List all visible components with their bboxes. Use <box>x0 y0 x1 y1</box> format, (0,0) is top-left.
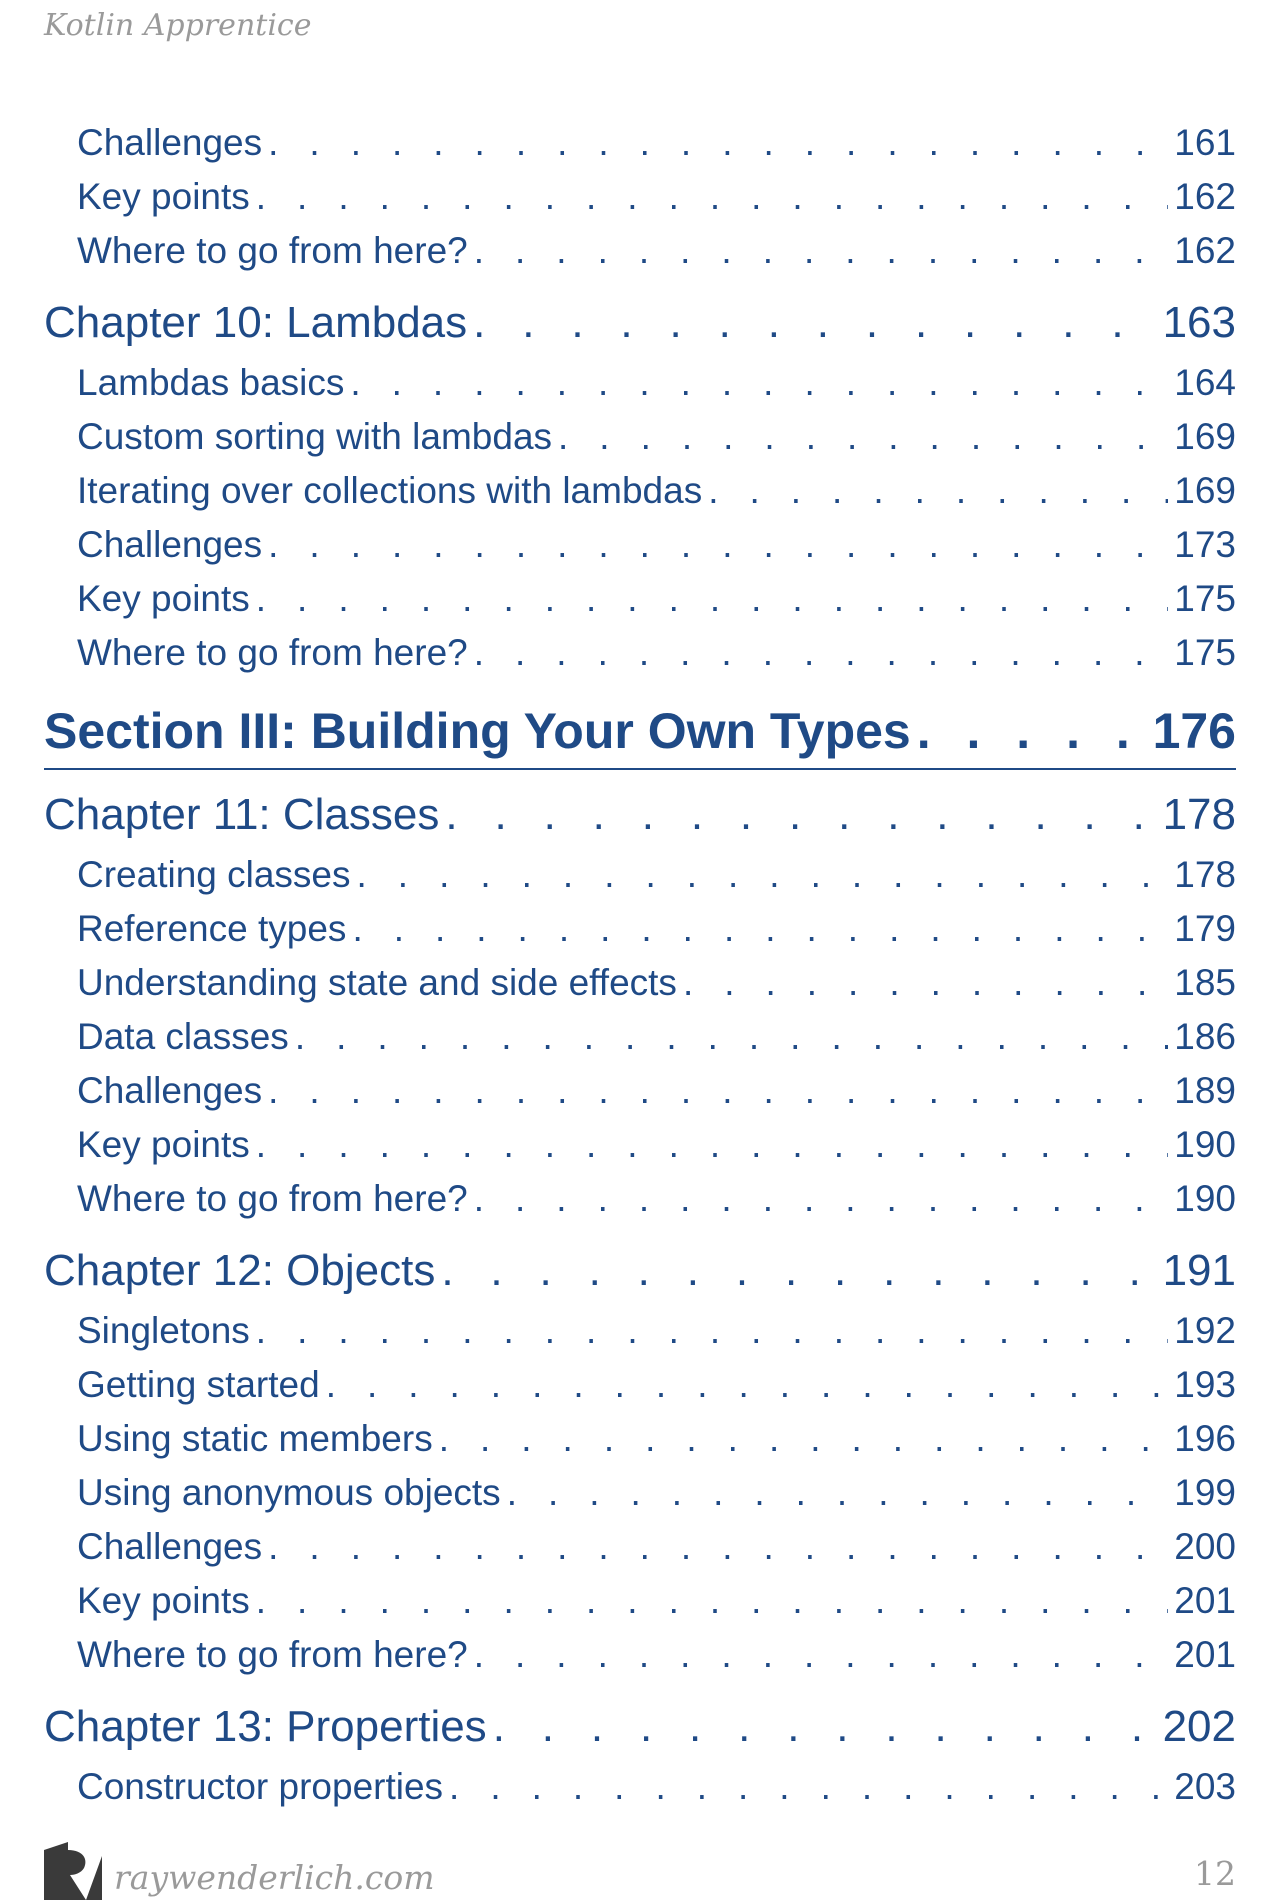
toc-entry-page: 203 <box>1174 1766 1236 1807</box>
toc-entry-sub[interactable] <box>44 518 1236 572</box>
toc-entry-section[interactable] <box>44 694 1236 770</box>
toc-entry-page: 175 <box>1174 578 1236 619</box>
dot-leader <box>268 1520 1168 1574</box>
toc-entry-page: 201 <box>1174 1634 1236 1675</box>
toc-entry-sub[interactable] <box>44 356 1236 410</box>
toc-entry-page: 200 <box>1174 1526 1236 1567</box>
toc-entry-sub[interactable] <box>44 848 1236 902</box>
toc-entry-page: 185 <box>1174 962 1236 1003</box>
toc-entry-page: 163 <box>1162 298 1236 347</box>
toc-entry-page: 199 <box>1174 1472 1236 1513</box>
toc-entry-title: Chapter 12: Objects <box>44 1246 436 1295</box>
dot-leader <box>357 848 1169 902</box>
toc-entry-title: Challenges <box>77 524 263 565</box>
toc-entry-page: 191 <box>1162 1246 1236 1295</box>
toc-entry-title: Key points <box>77 176 250 217</box>
toc-entry-sub[interactable] <box>44 464 1236 518</box>
dot-leader <box>449 1760 1168 1814</box>
toc-entry-title: Understanding state and side effects <box>77 962 677 1003</box>
toc-entry-title: Where to go from here? <box>77 1634 468 1675</box>
dot-leader <box>474 224 1169 278</box>
toc-entry-sub[interactable] <box>44 1412 1236 1466</box>
toc-entry-title: Data classes <box>77 1016 289 1057</box>
toc-entry-sub[interactable] <box>44 626 1236 680</box>
toc-entry-chapter[interactable] <box>44 290 1236 356</box>
toc-entry-page: 173 <box>1174 524 1236 565</box>
toc-entry-sub[interactable] <box>44 410 1236 464</box>
toc-entry-sub[interactable] <box>44 170 1236 224</box>
footer-page-number: 12 <box>1194 1854 1236 1893</box>
toc-entry-title: Key points <box>77 1124 250 1165</box>
dot-leader <box>326 1358 1169 1412</box>
dot-leader <box>474 626 1169 680</box>
toc-entry-page: 162 <box>1174 230 1236 271</box>
toc-entry-sub[interactable] <box>44 1304 1236 1358</box>
toc-entry-title: Using anonymous objects <box>77 1472 501 1513</box>
toc-entry-page: 176 <box>1152 703 1236 759</box>
toc-entry-page: 201 <box>1174 1580 1236 1621</box>
toc-entry-page: 189 <box>1174 1070 1236 1111</box>
toc-entry-title: Creating classes <box>77 854 351 895</box>
toc-entry-title: Lambdas basics <box>77 362 345 403</box>
dot-leader <box>256 1304 1168 1358</box>
toc-entry-title: Section III: Building Your Own Types <box>44 703 911 759</box>
toc-entry-page: 178 <box>1162 790 1236 839</box>
toc-entry-sub[interactable] <box>44 1172 1236 1226</box>
toc-entry-page: 164 <box>1174 362 1236 403</box>
dot-leader <box>708 464 1168 518</box>
toc-entry-title: Key points <box>77 1580 250 1621</box>
dot-leader <box>441 1238 1156 1304</box>
toc-entry-title: Challenges <box>77 122 263 163</box>
toc-entry-sub[interactable] <box>44 1010 1236 1064</box>
toc-entry-page: 175 <box>1174 632 1236 673</box>
dot-leader <box>268 518 1168 572</box>
dot-leader <box>507 1466 1169 1520</box>
toc-entry-title: Key points <box>77 578 250 619</box>
toc-entry-sub[interactable] <box>44 1466 1236 1520</box>
toc-entry-page: 193 <box>1174 1364 1236 1405</box>
toc-entry-title: Reference types <box>77 908 347 949</box>
toc-entry-page: 190 <box>1174 1178 1236 1219</box>
toc-entry-chapter[interactable] <box>44 1694 1236 1760</box>
dot-leader <box>683 956 1168 1010</box>
toc-entry-title: Where to go from here? <box>77 632 468 673</box>
dot-leader <box>439 1412 1169 1466</box>
toc-entry-page: 169 <box>1174 416 1236 457</box>
toc-entry-title: Where to go from here? <box>77 230 468 271</box>
dot-leader <box>473 290 1156 356</box>
toc-entry-page: 178 <box>1174 854 1236 895</box>
dot-leader <box>558 410 1168 464</box>
toc-entry-title: Chapter 10: Lambdas <box>44 298 468 347</box>
toc-entry-sub[interactable] <box>44 116 1236 170</box>
toc-entry-title: Iterating over collections with lambdas <box>77 470 703 511</box>
toc-entry-page: 192 <box>1174 1310 1236 1351</box>
toc-entry-title: Singletons <box>77 1310 250 1351</box>
toc-entry-page: 190 <box>1174 1124 1236 1165</box>
toc-entry-title: Challenges <box>77 1070 263 1111</box>
dot-leader <box>917 694 1147 768</box>
toc-entry-sub[interactable] <box>44 1358 1236 1412</box>
footer-site: raywenderlich.com <box>114 1858 435 1897</box>
dot-leader <box>445 782 1156 848</box>
toc-entry-page: 162 <box>1174 176 1236 217</box>
dot-leader <box>295 1010 1168 1064</box>
toc-entry-title: Challenges <box>77 1526 263 1567</box>
dot-leader <box>493 1694 1157 1760</box>
dot-leader <box>256 170 1168 224</box>
dot-leader <box>350 356 1168 410</box>
toc-entry-title: Where to go from here? <box>77 1178 468 1219</box>
dot-leader <box>256 572 1168 626</box>
toc-entry-title: Chapter 11: Classes <box>44 790 440 839</box>
dot-leader <box>352 902 1168 956</box>
dot-leader <box>256 1118 1168 1172</box>
toc-entry-chapter[interactable] <box>44 1238 1236 1304</box>
toc-entry-page: 161 <box>1174 122 1236 163</box>
toc-entry-page: 186 <box>1174 1016 1236 1057</box>
dot-leader <box>474 1628 1169 1682</box>
toc-entry-title: Constructor properties <box>77 1766 444 1807</box>
toc-entry-title: Getting started <box>77 1364 320 1405</box>
toc-entry-page: 202 <box>1162 1702 1236 1751</box>
raywenderlich-logo-icon <box>44 1842 102 1900</box>
toc-entry-page: 169 <box>1174 470 1236 511</box>
toc-entry-page: 196 <box>1174 1418 1236 1459</box>
toc-entry-sub[interactable] <box>44 1064 1236 1118</box>
toc-entry-title: Using static members <box>77 1418 433 1459</box>
table-of-contents <box>44 116 1236 1814</box>
toc-entry-chapter[interactable] <box>44 782 1236 848</box>
running-header: Kotlin Apprentice <box>44 8 312 43</box>
toc-entry-sub[interactable] <box>44 1628 1236 1682</box>
toc-entry-title: Custom sorting with lambdas <box>77 416 553 457</box>
toc-entry-sub[interactable] <box>44 902 1236 956</box>
toc-entry-title: Chapter 13: Properties <box>44 1702 487 1751</box>
toc-entry-sub[interactable] <box>44 572 1236 626</box>
dot-leader <box>268 1064 1168 1118</box>
toc-entry-page: 179 <box>1174 908 1236 949</box>
dot-leader <box>256 1574 1168 1628</box>
toc-entry-sub[interactable] <box>44 1760 1236 1814</box>
toc-entry-sub[interactable] <box>44 1118 1236 1172</box>
dot-leader <box>268 116 1168 170</box>
toc-entry-sub[interactable] <box>44 224 1236 278</box>
toc-entry-sub[interactable] <box>44 956 1236 1010</box>
toc-entry-sub[interactable] <box>44 1520 1236 1574</box>
dot-leader <box>474 1172 1169 1226</box>
toc-entry-sub[interactable] <box>44 1574 1236 1628</box>
